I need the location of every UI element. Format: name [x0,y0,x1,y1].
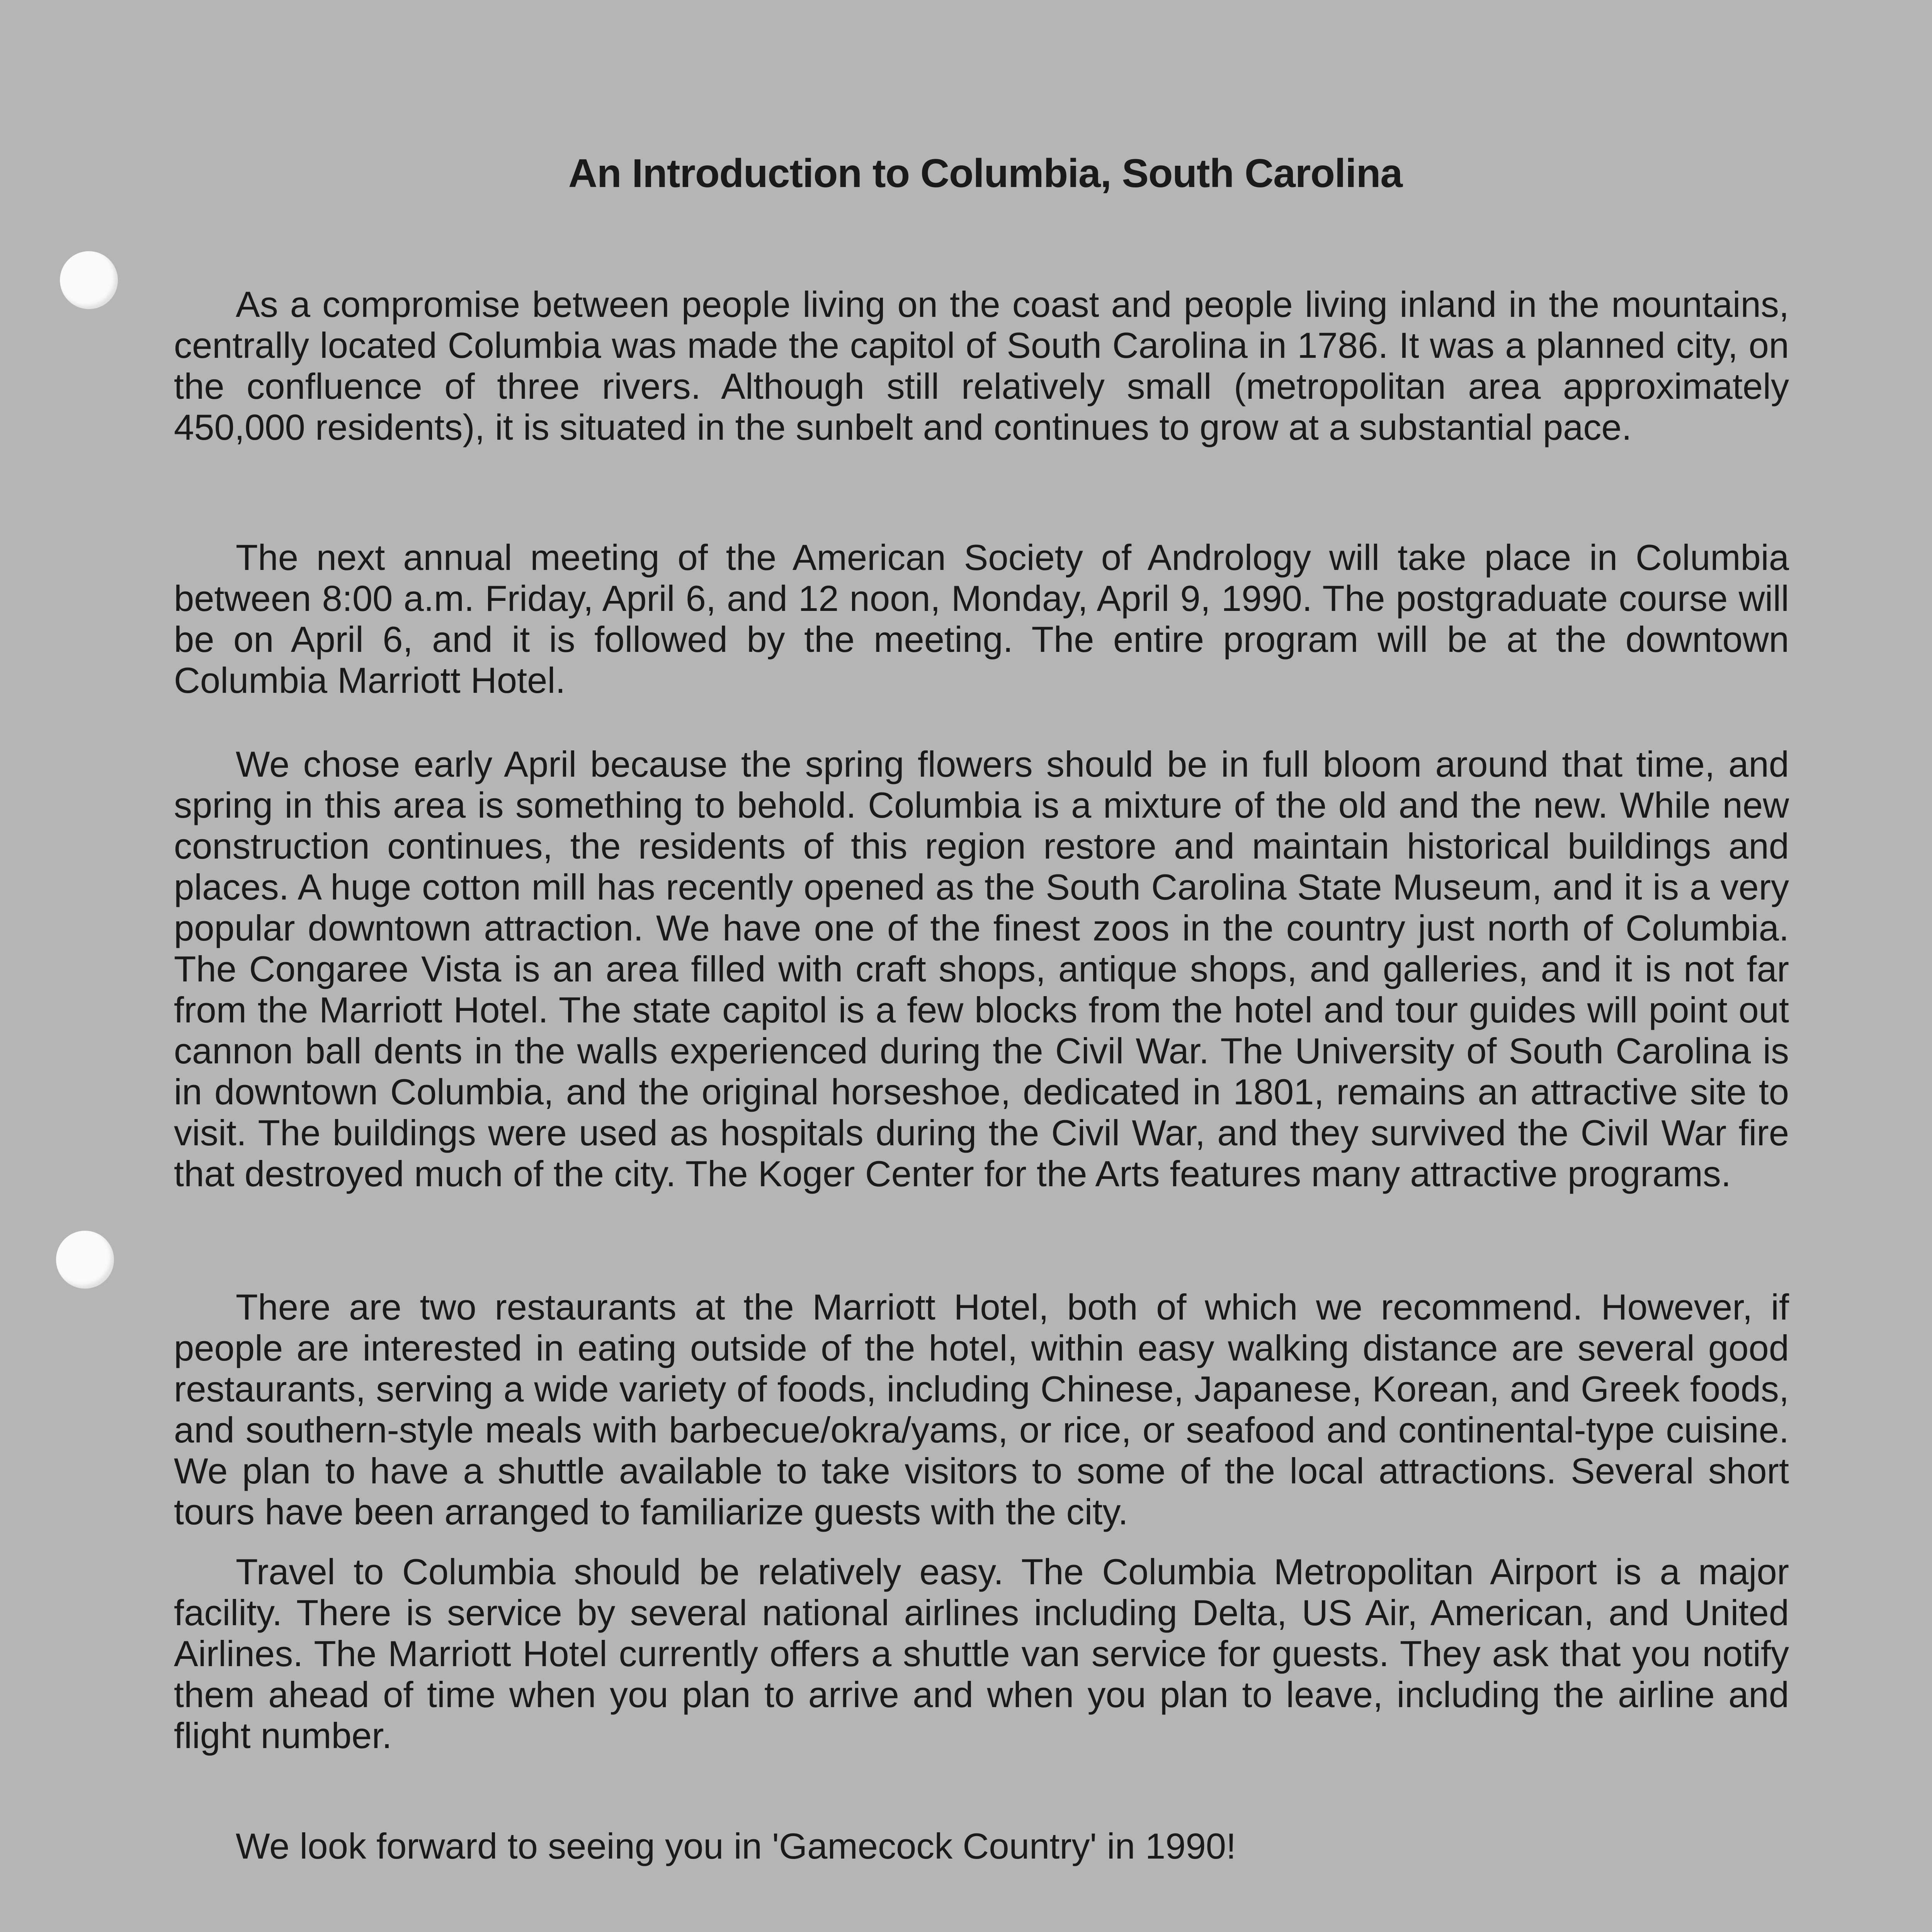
paragraph-5: Travel to Columbia should be relatively easy. The Columbia Metropolitan Airport is a major facility. There is service by several national airlines including Delta, US Air, American, and United Airlines. The Marriott Hotel currently offers a shuttle van service for guests. They ask that you notify them ahead of time when you plan to arrive and when you plan to leave, including the airline and flight number. [174,1551,1789,1756]
punch-hole-top [60,251,118,309]
paragraph-1: As a compromise between people living on the coast and people living inland in the mountains, centrally located Columbia was made the capitol of South Carolina in 1786. It was a planned city, on the confluence of three rivers. Although still relatively small (metropolitan area approximately 450,000 residents), it is situated in the sunbelt and continues to grow at a substantial pace. [174,284,1789,447]
paragraph-3: We chose early April because the spring flowers should be in full bloom around that time, and spring in this area is something to behold. Columbia is a mixture of the old and the new. While new construction continues, the residents of this region restore and maintain historical buildings and places. A huge cotton mill has recently opened as the South Carolina State Museum, and it is a very popular downtown attraction. We have one of the finest zoos in the country just north of Columbia. The Congaree Vista is an area filled with craft shops, antique shops, and galleries, and it is not far from the Marriott Hotel. The state capitol is a few blocks from the hotel and tour guides will point out cannon ball dents in the walls experienced during the Civil War. The University of South Carolina is in downtown Columbia, and the original horseshoe, dedicated in 1801, remains an attractive site to visit. The buildings were used as hospitals during the Civil War, and they survived the Civil War fire that destroyed much of the city. The Koger Center for the Arts features many attractive programs. [174,744,1789,1194]
closing-line: We look forward to seeing you in 'Gamecock Country' in 1990! [236,1826,1236,1866]
punch-hole-middle [56,1231,114,1289]
document-title: An Introduction to Columbia, South Carolina [568,151,1403,196]
paragraph-4: There are two restaurants at the Marriott Hotel, both of which we recommend. However, if people are interested in eating outside of the hotel, within easy walking distance are several good restaurants, serving a wide variety of foods, including Chinese, Japanese, Korean, and Greek foods, and southern-style meals with barbecue/okra/yams, or rice, or seafood and continental-type cuisine. We plan to have a shuttle available to take visitors to some of the local attractions. Several short tours have been arranged to familiarize guests with the city. [174,1287,1789,1532]
paragraph-2: The next annual meeting of the American Society of Andrology will take place in Columbia between 8:00 a.m. Friday, April 6, and 12 noon, Monday, April 9, 1990. The postgraduate course will be on April 6, and it is followed by the meeting. The entire program will be at the downtown Columbia Marriott Hotel. [174,537,1789,701]
